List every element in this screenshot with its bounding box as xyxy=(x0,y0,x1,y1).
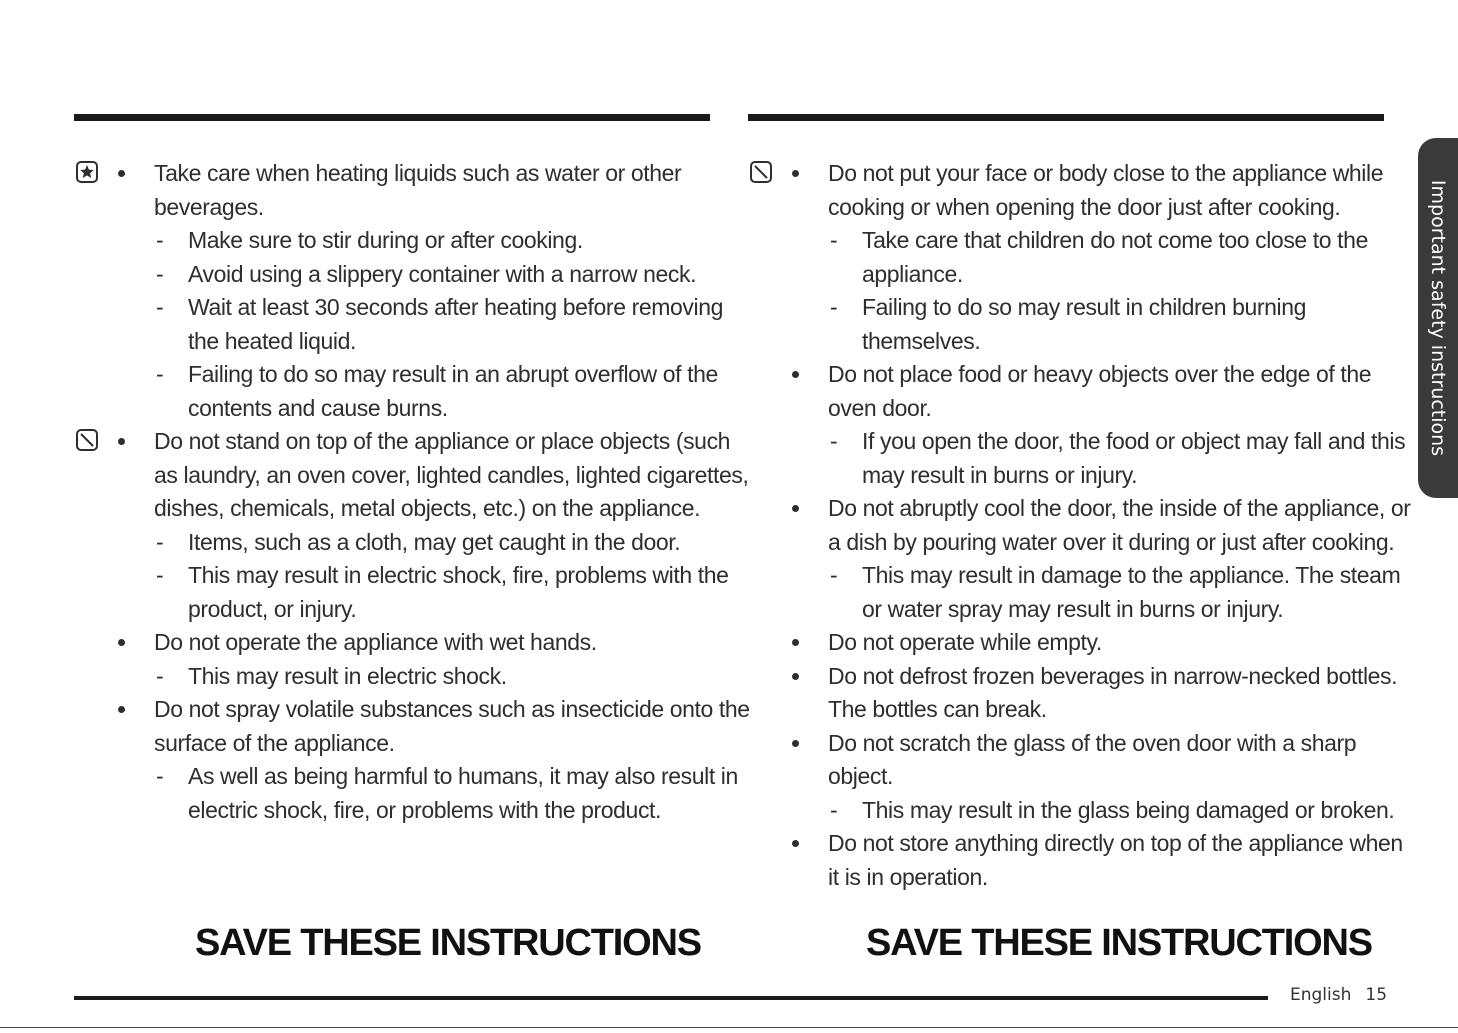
bullet-point xyxy=(108,425,749,526)
instruction-item xyxy=(782,157,1382,358)
sub-point xyxy=(108,224,708,258)
bullet-point xyxy=(108,693,750,760)
sub-point xyxy=(782,291,1382,358)
sub-point-text: Take care that children do not come too close to the xyxy=(862,227,1368,253)
sub-point xyxy=(108,526,708,560)
sub-point-text: the heated liquid. xyxy=(188,327,356,354)
dash-marker: - xyxy=(830,227,838,253)
instruction-text: dishes, chemicals, metal objects, etc.) on the appliance. xyxy=(154,495,701,521)
dash-marker: - xyxy=(156,763,164,789)
sub-point-text: This may result in damage to the appliance. The steam xyxy=(862,562,1401,588)
bottom-edge-line xyxy=(0,1027,1458,1028)
sub-point-text: Make sure to stir during or after cooking. xyxy=(188,227,583,253)
dash-marker: - xyxy=(156,662,164,689)
sub-point xyxy=(108,258,708,292)
instruction-text: Do not put your face or body close to the appliance while xyxy=(828,160,1384,186)
sub-point-text: Items, such as a cloth, may get caught in the door. xyxy=(188,528,681,555)
instruction-text: it is in operation. xyxy=(828,863,988,890)
instruction-item xyxy=(108,157,723,425)
sub-point-text: appliance. xyxy=(862,260,963,287)
bullet-dot xyxy=(792,505,799,512)
bullet-point xyxy=(108,157,708,224)
prohibited-icon xyxy=(76,429,98,451)
dash-marker: - xyxy=(830,294,838,320)
bullet-dot xyxy=(792,740,799,747)
instruction-item xyxy=(782,492,1411,626)
sub-point-text: Failing to do so may result in children burning xyxy=(862,294,1306,320)
instruction-text: a dish by pouring water over it during or just after cooking. xyxy=(828,528,1395,555)
instruction-item xyxy=(108,425,749,626)
sub-point-text: This may result in the glass being damaged or broken. xyxy=(862,796,1395,823)
instruction-item xyxy=(782,827,1403,894)
bullet-dot xyxy=(792,840,799,847)
instruction-text: Do not scratch the glass of the oven door with a sharp xyxy=(828,729,1357,756)
dash-marker: - xyxy=(830,562,838,588)
dash-marker: - xyxy=(156,528,164,555)
instruction-text: beverages. xyxy=(154,193,264,220)
sub-point xyxy=(782,425,1406,492)
right-column xyxy=(782,157,1411,894)
page-footer xyxy=(1290,985,1387,1005)
sub-point xyxy=(782,559,1401,626)
instruction-text: object. xyxy=(828,763,893,789)
bullet-dot xyxy=(118,438,125,445)
bullet-point xyxy=(782,660,1398,727)
bullet-point xyxy=(782,727,1382,794)
bullet-dot xyxy=(118,706,125,713)
left-column xyxy=(108,157,750,827)
bullet-dot xyxy=(792,639,799,646)
instruction-text: cooking or when opening the door just after cooking. xyxy=(828,193,1341,220)
instruction-text: Do not defrost frozen beverages in narrow-necked bottles. xyxy=(828,662,1398,689)
sub-point-text: may result in burns or injury. xyxy=(862,461,1138,488)
top-rule-right xyxy=(748,114,1384,121)
sub-point-text: contents and cause burns. xyxy=(188,394,448,421)
side-tab-label: Important safety instructions xyxy=(1427,179,1449,457)
sub-point-text: As well as being harmful to humans, it may also result in xyxy=(188,763,738,789)
instruction-text: surface of the appliance. xyxy=(154,729,395,756)
sub-point-text: themselves. xyxy=(862,327,981,354)
sub-point-text: This may result in electric shock. xyxy=(188,662,507,689)
bullet-point xyxy=(782,157,1382,224)
bullet-dot xyxy=(792,371,799,378)
bullet-point xyxy=(108,626,708,660)
page-number: 15 xyxy=(1365,985,1388,1005)
instruction-text: The bottles can break. xyxy=(828,696,1047,722)
sub-point-text: Avoid using a slippery container with a narrow neck. xyxy=(188,260,697,287)
instruction-item xyxy=(782,727,1395,828)
sub-point xyxy=(108,291,723,358)
sub-point-text: Failing to do so may result in an abrupt overflow of the xyxy=(188,361,718,387)
dash-marker: - xyxy=(156,260,164,287)
top-rule-left xyxy=(74,114,710,121)
instruction-text: Do not abruptly cool the door, the inside of the appliance, or xyxy=(828,495,1411,521)
instruction-text: Do not spray volatile substances such as insecticide onto the xyxy=(154,696,750,722)
sub-point xyxy=(108,358,718,425)
sub-point xyxy=(108,559,729,626)
dash-marker: - xyxy=(156,227,164,253)
save-instructions-heading-right: SAVE THESE INSTRUCTIONS xyxy=(866,922,1372,964)
dash-marker: - xyxy=(830,796,838,823)
prohibited-icon xyxy=(750,161,772,183)
sub-point xyxy=(782,794,1395,828)
dash-marker: - xyxy=(156,562,164,588)
instruction-item xyxy=(782,626,1382,660)
bullet-dot xyxy=(118,639,125,646)
sub-point-text: Wait at least 30 seconds after heating before removing xyxy=(188,294,723,320)
sub-point-text: This may result in electric shock, fire, problems with the xyxy=(188,562,729,588)
instruction-text: oven door. xyxy=(828,394,932,421)
bullet-point xyxy=(782,626,1382,660)
star-check-icon xyxy=(76,161,98,183)
dash-marker: - xyxy=(156,361,164,387)
instruction-text: Take care when heating liquids such as water or other xyxy=(154,160,682,186)
bullet-dot xyxy=(792,170,799,177)
dash-marker: - xyxy=(830,428,838,454)
bullet-point xyxy=(782,358,1382,425)
instruction-text: as laundry, an oven cover, lighted candles, lighted cigarettes, xyxy=(154,461,749,488)
bullet-point xyxy=(782,827,1403,894)
save-instructions-heading-left: SAVE THESE INSTRUCTIONS xyxy=(195,922,701,964)
bottom-rule xyxy=(74,996,1268,1000)
bullet-dot xyxy=(792,673,799,680)
instruction-text: Do not stand on top of the appliance or place objects (such xyxy=(154,428,731,454)
instruction-text: Do not store anything directly on top of the appliance when xyxy=(828,830,1403,856)
section-side-tab[interactable] xyxy=(1418,138,1458,498)
dash-marker: - xyxy=(156,294,164,320)
sub-point xyxy=(108,760,738,827)
instruction-item xyxy=(782,660,1398,727)
sub-point-text: or water spray may result in burns or injury. xyxy=(862,595,1284,622)
instruction-item xyxy=(782,358,1406,492)
bullet-dot xyxy=(118,170,125,177)
instruction-text: Do not operate while empty. xyxy=(828,629,1102,655)
sub-point-text: product, or injury. xyxy=(188,595,357,622)
instruction-item xyxy=(108,693,750,827)
sub-point-text: If you open the door, the food or object may fall and this xyxy=(862,428,1406,454)
instruction-text: Do not place food or heavy objects over the edge of the xyxy=(828,361,1372,387)
sub-point xyxy=(108,660,708,694)
sub-point xyxy=(782,224,1382,291)
bullet-point xyxy=(782,492,1411,559)
footer-language: English xyxy=(1290,985,1352,1005)
sub-point-text: electric shock, fire, or problems with the product. xyxy=(188,796,662,823)
instruction-text: Do not operate the appliance with wet hands. xyxy=(154,629,597,655)
instruction-item xyxy=(108,626,708,693)
